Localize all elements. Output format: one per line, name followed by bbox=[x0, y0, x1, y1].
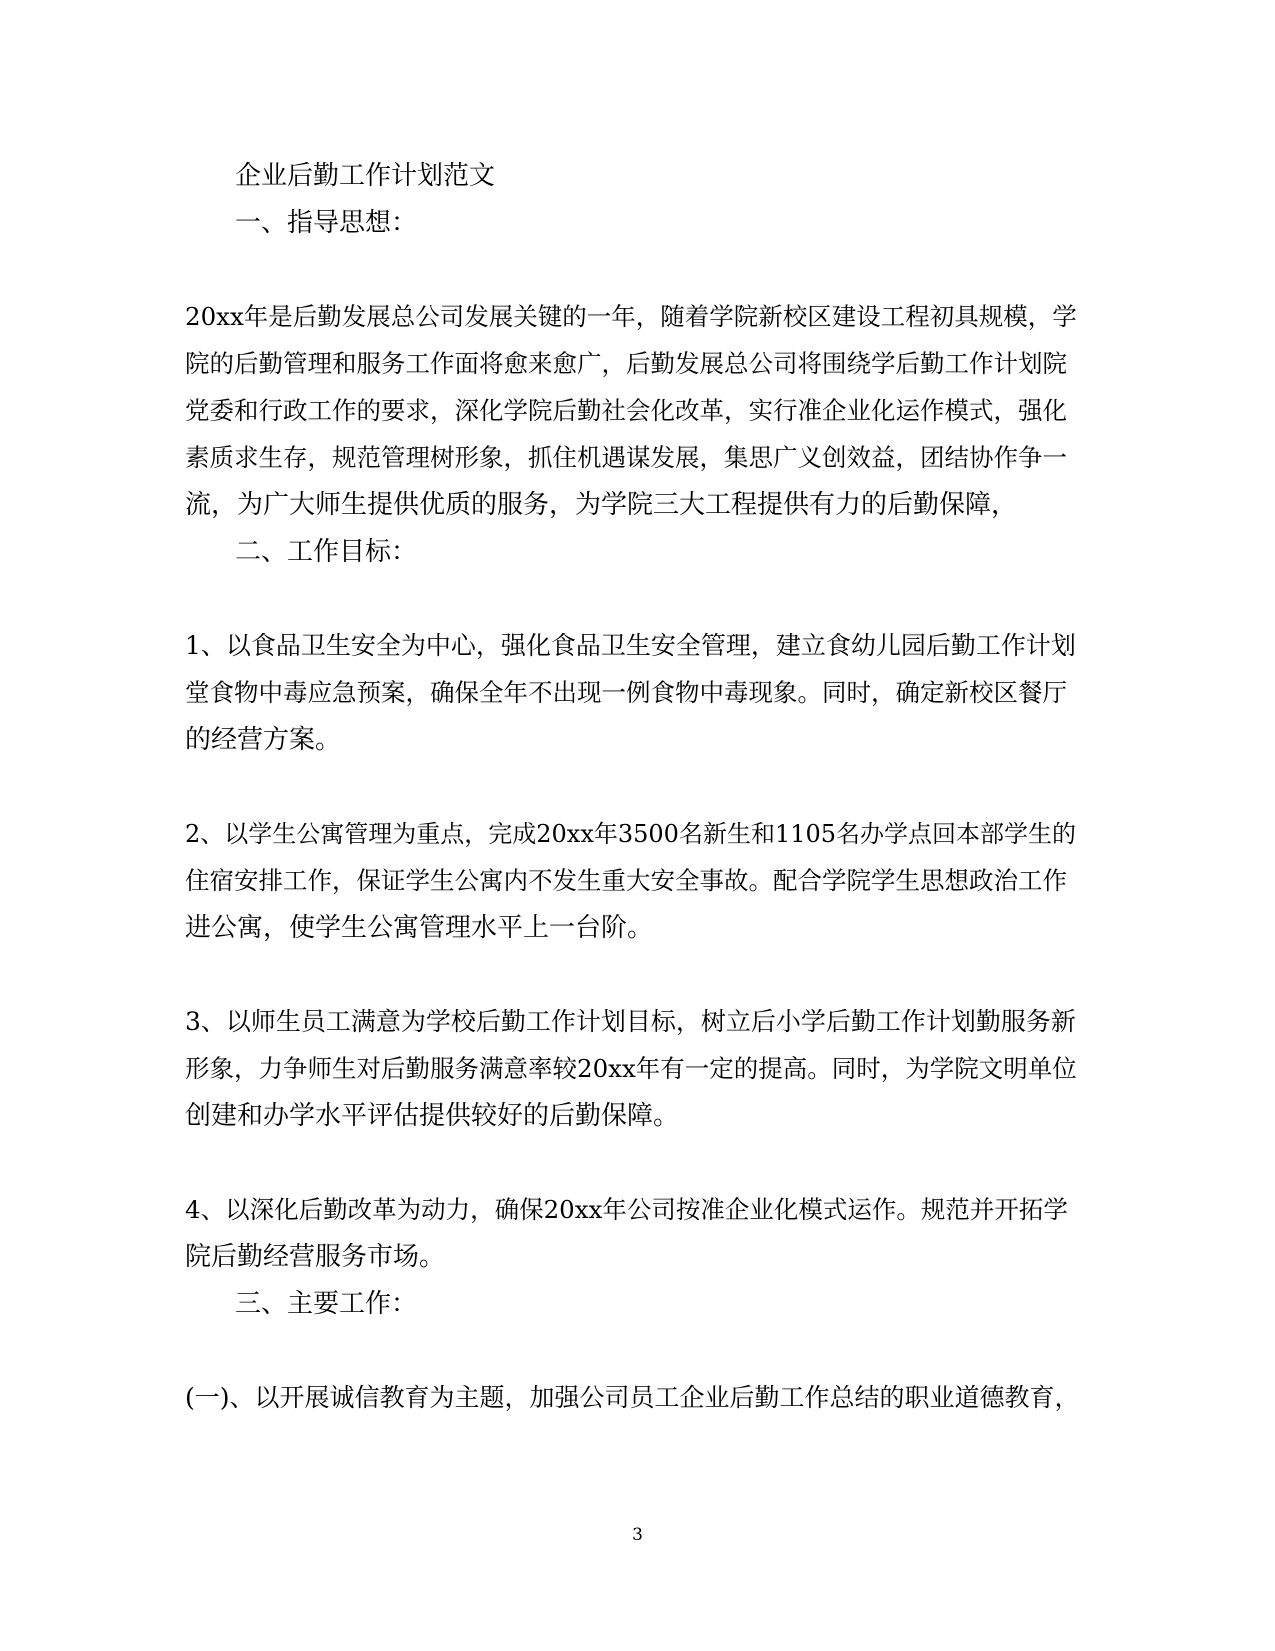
paragraph-line: 的经营方案。 bbox=[185, 725, 342, 755]
section-heading-guiding-thought: 一、指导思想： bbox=[235, 208, 418, 238]
paragraph-line: 素质求生存，规范管理树形象，抓住机遇谋发展，集思广义创效益，团结协作争一 bbox=[185, 443, 1067, 472]
paragraph-line: 住宿安排工作，保证学生公寓内不发生重大安全事故。配合学院学生思想政治工作 bbox=[185, 866, 1067, 895]
paragraph-line: 院后勤经营服务市场。 bbox=[185, 1242, 446, 1272]
paragraph-line: 进公寓，使学生公寓管理水平上一台阶。 bbox=[185, 913, 654, 943]
page-number: 3 bbox=[632, 1525, 643, 1545]
paragraph-line: 形象，力争师生对后勤服务满意率较20xx年有一定的提高。同时，为学院文明单位 bbox=[185, 1054, 1077, 1083]
paragraph-line: 堂食物中毒应急预案，确保全年不出现一例食物中毒现象。同时，确定新校区餐厅 bbox=[185, 678, 1067, 707]
paragraph-line: 1、以食品卫生安全为中心，强化食品卫生安全管理，建立食幼儿园后勤工作计划 bbox=[185, 631, 1076, 660]
paragraph-line: (一)、以开展诚信教育为主题，加强公司员工企业后勤工作总结的职业道德教育， bbox=[185, 1383, 1080, 1412]
paragraph-line: 2、以学生公寓管理为重点，完成20xx年3500名新生和1105名办学点回本部学生的 bbox=[185, 820, 1077, 848]
paragraph-line: 党委和行政工作的要求，深化学院后勤社会化改革，实行准企业化运作模式，强化 bbox=[185, 396, 1067, 425]
paragraph-line: 3、以师生员工满意为学校后勤工作计划目标，树立后小学后勤工作计划勤服务新 bbox=[185, 1007, 1076, 1036]
paragraph-line: 20xx年是后勤发展总公司发展关键的一年，随着学院新校区建设工程初具规模，学 bbox=[185, 302, 1077, 331]
paragraph-line: 流，为广大师生提供优质的服务，为学院三大工程提供有力的后勤保障， bbox=[185, 490, 1018, 520]
paragraph-line: 创建和办学水平评估提供较好的后勤保障。 bbox=[185, 1101, 680, 1131]
section-heading-work-goals: 二、工作目标： bbox=[235, 537, 418, 567]
document-title: 企业后勤工作计划范文 bbox=[235, 161, 496, 191]
paragraph-line: 4、以深化后勤改革为动力，确保20xx年公司按准企业化模式运作。规范并开拓学 bbox=[185, 1195, 1068, 1224]
section-heading-main-work: 三、主要工作： bbox=[235, 1289, 418, 1319]
paragraph-line: 院的后勤管理和服务工作面将愈来愈广，后勤发展总公司将围绕学后勤工作计划院 bbox=[185, 349, 1067, 378]
